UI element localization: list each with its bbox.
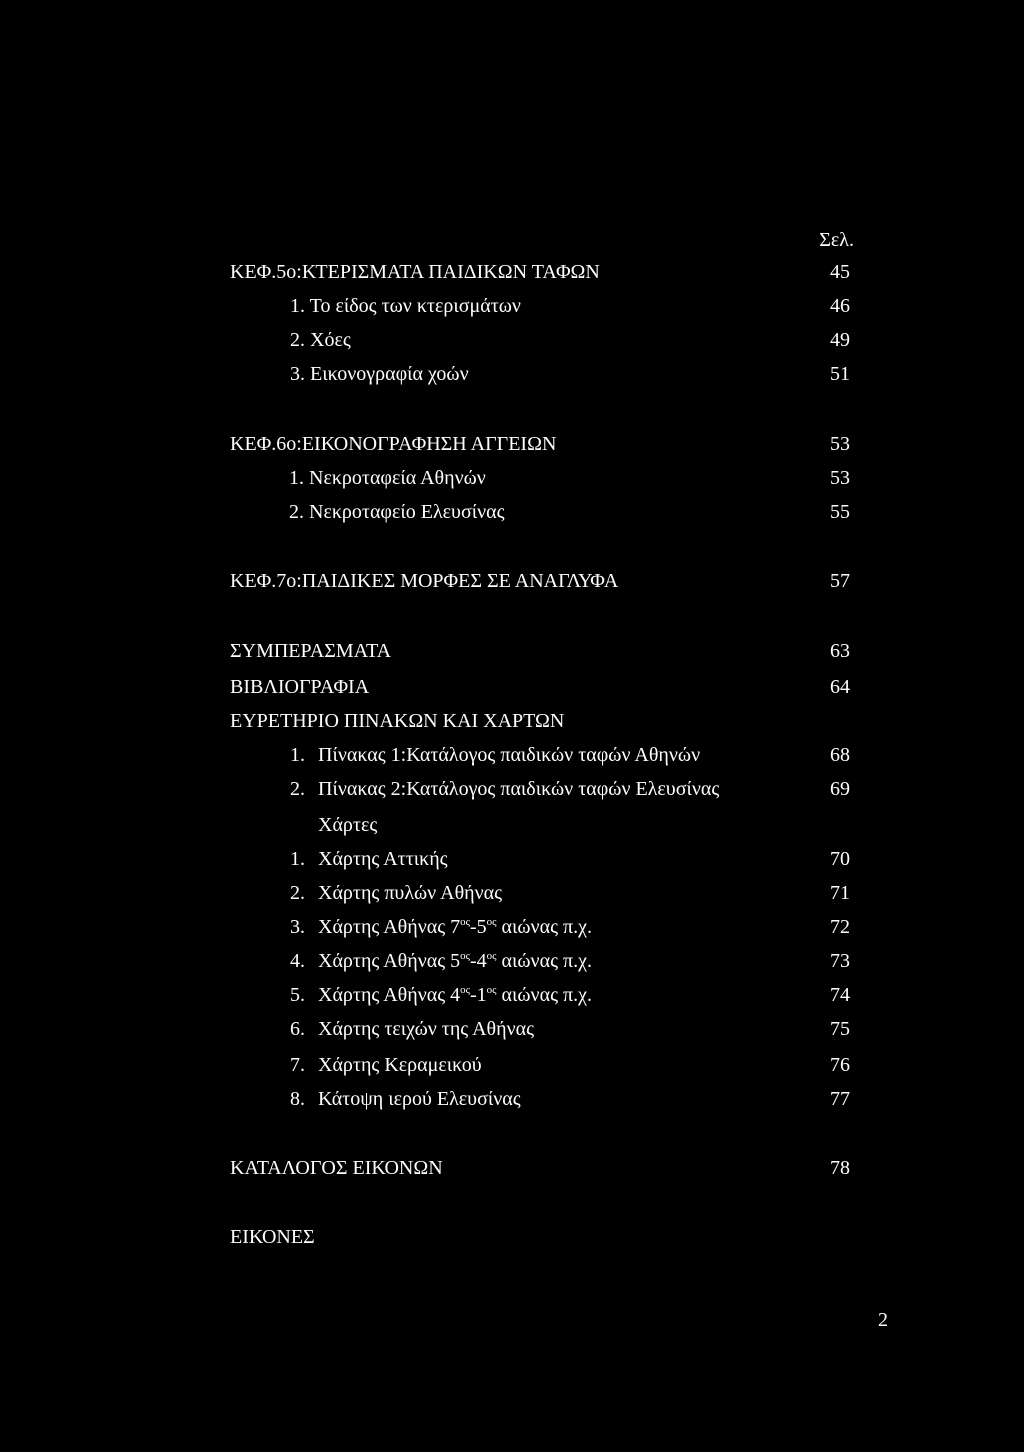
map-entry: Κάτοψη ιερού Ελευσίνας <box>318 1088 521 1110</box>
table-entry: Πίνακας 1:Κατάλογος παιδικών ταφών Αθηνών <box>318 744 701 766</box>
map-entry-text: -1 <box>470 984 487 1006</box>
table-num: 2. <box>290 778 305 800</box>
images-title: ΕΙΚΟΝΕΣ <box>230 1226 315 1248</box>
toc-item: 2. Χόες <box>290 329 351 351</box>
table-entry: Πίνακας 2:Κατάλογος παιδικών ταφών Ελευσίνας <box>318 778 720 800</box>
map-entry-page: 72 <box>830 916 850 938</box>
bibliography-page: 64 <box>830 676 850 698</box>
map-entry: Χάρτης πυλών Αθήνας <box>318 882 503 904</box>
chapter-5-title: ΚΕΦ.5ο:ΚΤΕΡΙΣΜΑΤΑ ΠΑΙΔΙΚΩΝ ΤΑΦΩΝ <box>230 261 600 283</box>
ordinal-suffix: ος <box>486 984 497 996</box>
map-entry-page: 70 <box>830 848 850 870</box>
images-catalog-page: 78 <box>830 1157 850 1179</box>
map-entry: Χάρτης τειχών της Αθήνας <box>318 1018 535 1040</box>
toc-item: 3. Εικονογραφία χοών <box>290 363 469 385</box>
map-entry-text: -5 <box>470 916 487 938</box>
map-num: 3. <box>290 916 305 938</box>
toc-item: 1. Νεκροταφεία Αθηνών <box>289 467 486 489</box>
map-entry: Χάρτης Αττικής <box>318 848 448 870</box>
toc-item-page: 51 <box>830 363 850 385</box>
chapter-7-page: 57 <box>830 570 850 592</box>
bibliography-title: ΒΙΒΛΙΟΓΡΑΦΙΑ <box>230 676 370 698</box>
ordinal-suffix: ος <box>460 950 470 962</box>
map-num: 8. <box>290 1088 305 1110</box>
map-entry-page: 73 <box>830 950 850 972</box>
map-entry <box>318 946 592 976</box>
map-num: 6. <box>290 1018 305 1040</box>
chapter-6-page: 53 <box>830 433 850 455</box>
index-title: ΕΥΡΕΤΗΡΙΟ ΠΙΝΑΚΩΝ ΚΑΙ ΧΑΡΤΩΝ <box>230 710 565 732</box>
map-num: 4. <box>290 950 305 972</box>
map-entry: Χάρτης Κεραμεικού <box>318 1054 482 1076</box>
conclusions-title: ΣΥΜΠΕΡΑΣΜΑΤΑ <box>230 640 392 662</box>
map-entry-text: αιώνας π.χ. <box>496 984 592 1006</box>
map-entry-text: Χάρτης Αθήνας 4 <box>318 984 461 1006</box>
chapter-6-title: ΚΕΦ.6ο:ΕΙΚΟΝΟΓΡΑΦΗΣΗ ΑΓΓΕΙΩΝ <box>230 433 557 455</box>
map-entry-text: -4 <box>470 950 487 972</box>
ordinal-suffix: ος <box>486 950 497 962</box>
map-num: 5. <box>290 984 305 1006</box>
toc-item-page: 46 <box>830 295 850 317</box>
toc-item-page: 53 <box>830 467 850 489</box>
ordinal-suffix: ος <box>460 916 470 928</box>
map-entry-page: 74 <box>830 984 850 1006</box>
toc-item: 1. Το είδος των κτερισμάτων <box>290 295 521 317</box>
ordinal-suffix: ος <box>460 984 470 996</box>
map-entry <box>318 912 592 942</box>
map-entry-text: αιώνας π.χ. <box>496 950 592 972</box>
map-num: 2. <box>290 882 305 904</box>
footer-page-number: 2 <box>878 1309 888 1331</box>
map-entry-text: Χάρτης Αθήνας 5 <box>318 950 461 972</box>
map-entry-text: Χάρτης Αθήνας 7 <box>318 916 461 938</box>
chapter-7-title: ΚΕΦ.7ο:ΠΑΙΔΙΚΕΣ ΜΟΡΦΕΣ ΣΕ ΑΝΑΓΛΥΦΑ <box>230 570 619 592</box>
table-entry-page: 69 <box>830 778 850 800</box>
page-column-label: Σελ. <box>819 229 854 251</box>
map-entry-page: 75 <box>830 1018 850 1040</box>
maps-label: Χάρτες <box>318 814 378 836</box>
images-catalog-title: ΚΑΤΑΛΟΓΟΣ ΕΙΚΟΝΩΝ <box>230 1157 443 1179</box>
toc-item: 2. Νεκροταφείο Ελευσίνας <box>289 501 505 523</box>
conclusions-page: 63 <box>830 640 850 662</box>
toc-item-page: 55 <box>830 501 850 523</box>
map-entry <box>318 980 592 1010</box>
map-entry-page: 71 <box>830 882 850 904</box>
ordinal-suffix: ος <box>486 916 497 928</box>
toc-item-page: 49 <box>830 329 850 351</box>
map-num: 7. <box>290 1054 305 1076</box>
table-entry-page: 68 <box>830 744 850 766</box>
map-entry-page: 77 <box>830 1088 850 1110</box>
chapter-5-page: 45 <box>830 261 850 283</box>
map-entry-text: αιώνας π.χ. <box>496 916 592 938</box>
map-entry-page: 76 <box>830 1054 850 1076</box>
table-num: 1. <box>290 744 305 766</box>
map-num: 1. <box>290 848 305 870</box>
